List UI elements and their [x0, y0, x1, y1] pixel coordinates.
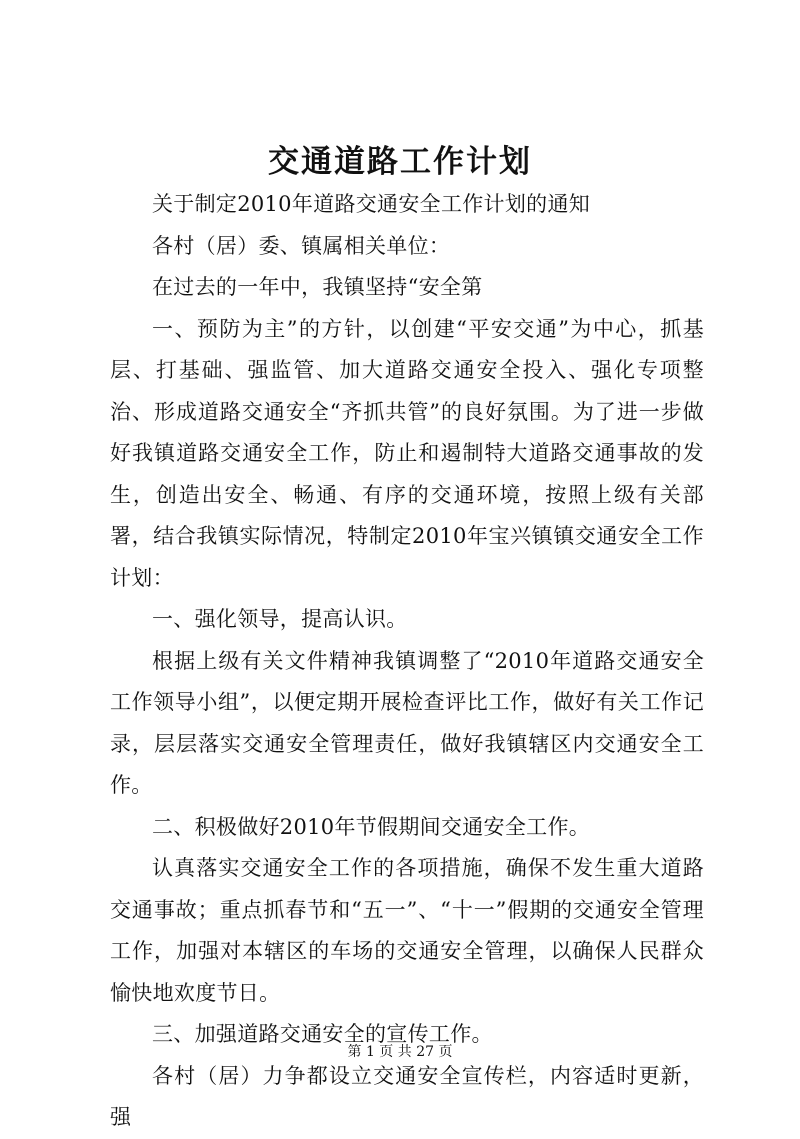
paragraph-notice-heading: 关于制定2010年道路交通安全工作计划的通知 [152, 192, 591, 216]
paragraph-leadership: 根据上级有关文件精神我镇调整了“2010年道路交通安全工作领导小组”，以便定期开展检查评比工作，做好有关工作记录，层层落实交通安全管理责任，做好我镇辖区内交通安全工作。 [110, 648, 704, 797]
paragraph-publicity: 各村（居）力争都设立交通安全宣传栏，内容适时更新，强 [110, 1063, 704, 1129]
paragraph-holidays: 认真落实交通安全工作的各项措施，确保不发生重大道路交通事故；重点抓春节和“五一”、“十一”假期的交通安全管理工作，加强对本辖区的车场的交通安全管理，以确保人民群众愉快地欢度节日。 [110, 856, 704, 1005]
document-title: 交通道路工作计划 [268, 144, 532, 180]
document-body [110, 184, 704, 1139]
section-heading-holidays: 二、积极做好2010年节假期间交通安全工作。 [152, 814, 591, 839]
paragraph-salutation: 各村（居）委、镇属相关单位： [152, 233, 451, 258]
section-heading-publicity: 三、加强道路交通安全的宣传工作。 [152, 1022, 493, 1046]
paragraph-policy: 一、预防为主”的方针，以创建“平安交通”为中心，抓基层、打基础、强监管、加大道路交通安全投入、强化专项整治、形成道路交通安全“齐抓共管”的良好氛围。为了进一步做好我镇道路交通安全工作，防止和遏制特大道路交通事故的发生，创造出安全、畅通、有序的交通环境，按照上级有关部署，结合我镇实际情况，特制定2010年宝兴镇镇交通安全工作计划： [110, 316, 704, 590]
page-footer: 第 1 页 共 27 页 [347, 1044, 453, 1060]
paragraph-intro: 在过去的一年中，我镇坚持“安全第 [152, 275, 483, 299]
section-heading-leadership: 一、强化领导，提高认识。 [152, 607, 408, 631]
